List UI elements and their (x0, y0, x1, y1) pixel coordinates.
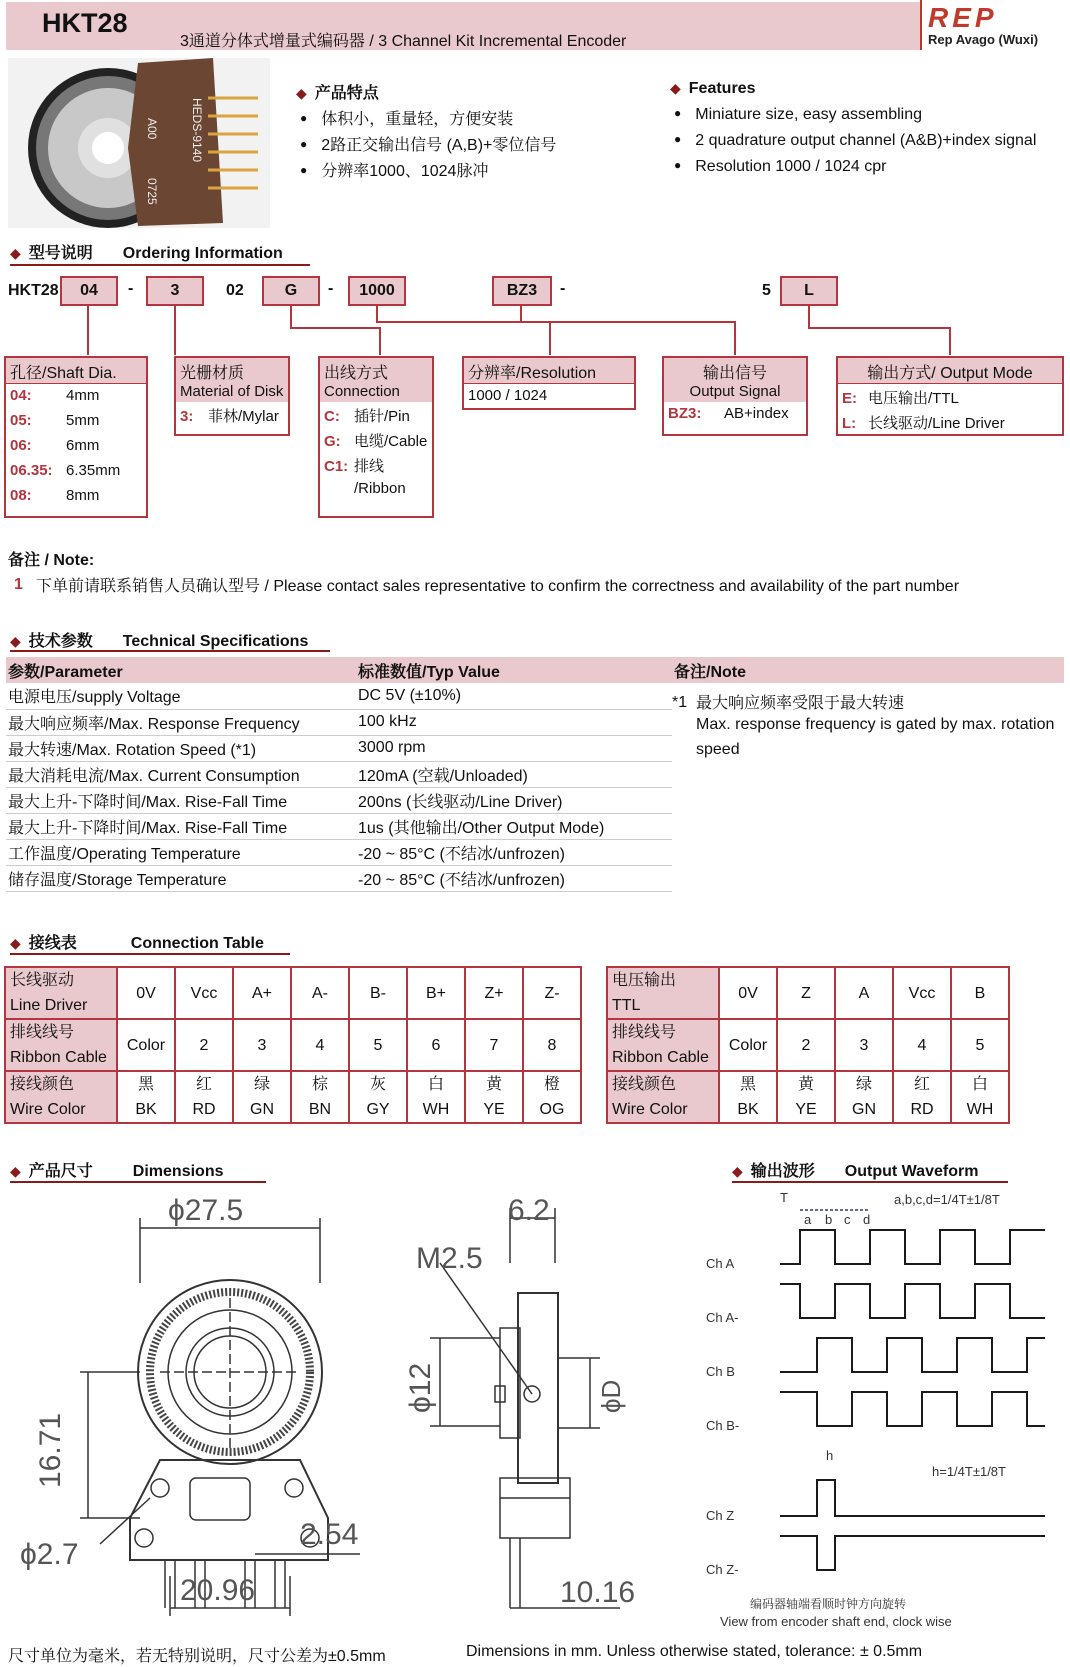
code-dash: - (328, 280, 334, 297)
conn-cell: 黑 BK (117, 1071, 175, 1123)
conn-cell: 5 (951, 1019, 1009, 1071)
spec-note-en-1: Max. response frequency is gated by max. rotation (696, 716, 1055, 733)
conn-cell: A (835, 967, 893, 1019)
dim-label-2: 16.71 (34, 1412, 67, 1488)
output-mode-title: 输出方式/ Output Mode (838, 358, 1062, 384)
spec-value: 200ns (长线驱动/Line Driver) (356, 787, 672, 813)
wave-period: T (780, 1190, 788, 1205)
conn-cell: A+ (233, 967, 291, 1019)
wave-ch-b: Ch B (706, 1364, 735, 1379)
section-divider (10, 264, 310, 266)
spec-param: 最大转速/Max. Rotation Speed (*1) (6, 735, 356, 761)
wave-h: h (826, 1448, 834, 1463)
output-mode-row: L: 长线驱动/Line Driver (842, 415, 1005, 432)
specs-header-value: 标准数值/Typ Value (356, 657, 672, 683)
conn-cell: 0V (719, 967, 777, 1019)
connection-table-title: ◆ 接线表 Connection Table (10, 935, 264, 952)
code-connection: G (262, 276, 320, 306)
conn-cell: 0V (117, 967, 175, 1019)
dim-label-8: ϕ12 (404, 1362, 437, 1413)
conn-cell: 棕 BN (291, 1071, 349, 1123)
conn-cell: Color (719, 1019, 777, 1071)
diamond-icon: ◆ (10, 935, 21, 951)
diamond-icon: ◆ (296, 85, 307, 101)
feature-en-1: ● Miniature size, easy assembling (674, 106, 922, 124)
signal-box (662, 356, 808, 436)
footer-cn: 尺寸单位为毫米，若无特别说明，尺寸公差为±0.5mm (8, 1648, 386, 1665)
product-photo (8, 58, 270, 228)
shaft-row: 06: 6mm (10, 437, 100, 454)
spec-value: -20 ~ 85°C (不结冰/unfrozen) (356, 865, 672, 891)
conn-cell: 2 (175, 1019, 233, 1071)
section-divider (10, 1181, 266, 1183)
material-box (174, 356, 290, 436)
shaft-row: 06.35: 6.35mm (10, 462, 121, 479)
conn-label: 排线线号 Ribbon Cable (5, 1019, 117, 1071)
connection-box (318, 356, 434, 518)
conn-cell: 橙 OG (523, 1071, 581, 1123)
conn-label: 电压输出 TTL (607, 967, 719, 1019)
feature-en-3: ● Resolution 1000 / 1024 cpr (674, 158, 887, 176)
conn-cell: 3 (233, 1019, 291, 1071)
diamond-icon: ◆ (10, 245, 21, 261)
conn-cell: 黑 BK (719, 1071, 777, 1123)
spec-param: 最大上升-下降时间/Max. Rise-Fall Time (6, 787, 356, 813)
conn-cell: Vcc (175, 967, 233, 1019)
code-dash: - (128, 280, 134, 297)
conn-cell: 绿 GN (835, 1071, 893, 1123)
conn-label: 接线颜色 Wire Color (607, 1071, 719, 1123)
diamond-icon: ◆ (10, 1163, 21, 1179)
front-view-drawing (10, 1188, 370, 1618)
connection-row: C1: 排线 (324, 458, 385, 475)
wave-caption-cn: 编码器轴端看顺时钟方向旋转 (750, 1597, 907, 1611)
conn-cell: 黄 YE (777, 1071, 835, 1123)
conn-cell: 6 (407, 1019, 465, 1071)
spec-note-mark: *1 (672, 694, 688, 711)
connection-row: C: 插针/Pin (324, 408, 410, 425)
wave-formula-2: h=1/4T±1/8T (932, 1464, 1006, 1479)
conn-cell: Z- (523, 967, 581, 1019)
connector-lines (0, 300, 1070, 360)
diamond-icon: ◆ (670, 80, 681, 96)
specs-title: ◆ 技术参数 Technical Specifications (10, 633, 309, 650)
spec-note-cn: 最大响应频率受限于最大转速 (696, 695, 905, 712)
order-prefix: HKT28 (8, 282, 59, 299)
section-divider (10, 650, 330, 652)
wave-seg-d: d (863, 1212, 871, 1227)
connection-extra: /Ribbon (354, 480, 406, 497)
conn-label: 接线颜色 Wire Color (5, 1071, 117, 1123)
dim-label-7: M2.5 (416, 1242, 483, 1275)
waveform-title: ◆ 输出波形 Output Waveform (732, 1163, 979, 1180)
section-divider (10, 953, 290, 955)
brand-logo: REP (928, 2, 998, 33)
spec-note-en-2: speed (696, 741, 740, 758)
material-row: 3: 菲林/Mylar (180, 408, 279, 425)
photo-label-2: HEDS-9140 (190, 98, 204, 163)
conn-cell: 4 (291, 1019, 349, 1071)
specs-table (6, 657, 1064, 892)
features-cn-title: ◆ 产品特点 (296, 85, 379, 102)
wave-ch-b-neg: Ch B- (706, 1418, 740, 1433)
conn-cell: 5 (349, 1019, 407, 1071)
shaft-row: 08: 8mm (10, 487, 100, 504)
spec-value: DC 5V (±10%) (356, 683, 672, 709)
conn-cell: 灰 GY (349, 1071, 407, 1123)
conn-cell: B- (349, 967, 407, 1019)
code-dash: - (560, 280, 566, 297)
wave-seg-b: b (825, 1212, 833, 1227)
conn-cell: Z+ (465, 967, 523, 1019)
feature-en-2: ● 2 quadrature output channel (A&B)+index signal (674, 132, 1036, 150)
wave-formula-1: a,b,c,d=1/4T±1/8T (894, 1192, 1000, 1207)
conn-cell: 绿 GN (233, 1071, 291, 1123)
conn-cell: Z (777, 967, 835, 1019)
conn-cell: 黄 YE (465, 1071, 523, 1123)
photo-label-1: A00 (145, 118, 159, 140)
spec-value: -20 ~ 85°C (不结冰/unfrozen) (356, 839, 672, 865)
conn-cell: 2 (777, 1019, 835, 1071)
resolution-box (462, 356, 636, 410)
wave-ch-a: Ch A (706, 1256, 735, 1271)
code-fixed-2: 5 (762, 282, 771, 299)
conn-label: 排线线号 Ribbon Cable (607, 1019, 719, 1071)
conn-cell: 7 (465, 1019, 523, 1071)
wave-ch-z: Ch Z (706, 1508, 735, 1523)
conn-cell: Vcc (893, 967, 951, 1019)
wave-ch-z-neg: Ch Z- (706, 1562, 739, 1577)
spec-param: 最大上升-下降时间/Max. Rise-Fall Time (6, 813, 356, 839)
code-signal: BZ3 (492, 276, 552, 306)
spec-param: 最大响应频率/Max. Response Frequency (6, 709, 356, 735)
conn-cell: 8 (523, 1019, 581, 1071)
spec-value: 1us (其他输出/Other Output Mode) (356, 813, 672, 839)
footer-en: Dimensions in mm. Unless otherwise stated, tolerance: ± 0.5mm (466, 1643, 923, 1660)
dim-label-1: ϕ27.5 (168, 1194, 244, 1227)
connection-table-left (4, 966, 582, 1124)
output-mode-row: E: 电压输出/TTL (842, 390, 959, 407)
shaft-box (4, 356, 148, 518)
signal-title: 输出信号 Output Signal (664, 358, 806, 402)
spec-param: 电源电压/supply Voltage (6, 683, 356, 709)
spec-param: 最大消耗电流/Max. Current Consumption (6, 761, 356, 787)
specs-header-param: 参数/Parameter (6, 657, 356, 683)
conn-cell: 白 WH (407, 1071, 465, 1123)
specs-header-note: 备注/Note (672, 657, 1064, 683)
note-title: 备注 / Note: (8, 552, 95, 569)
shaft-row: 04: 4mm (10, 387, 100, 404)
note-text: 下单前请联系销售人员确认型号 / Please contact sales representative to confirm the correctness and availability of the part number (36, 578, 960, 595)
ordering-title: ◆ 型号说明 Ordering Information (10, 245, 283, 262)
code-fixed: 02 (226, 282, 244, 299)
spec-param: 工作温度/Operating Temperature (6, 839, 356, 865)
conn-cell: 红 RD (175, 1071, 233, 1123)
features-en-title: ◆ Features (670, 80, 756, 97)
spec-value: 120mA (空载/Unloaded) (356, 761, 672, 787)
dim-label-10: 10.16 (560, 1576, 636, 1609)
spec-value: 3000 rpm (356, 735, 672, 761)
conn-label: 长线驱动 Line Driver (5, 967, 117, 1019)
side-view-drawing (400, 1188, 660, 1618)
signal-row: BZ3: AB+index (668, 405, 789, 422)
output-mode-box (836, 356, 1064, 436)
conn-cell: B (951, 967, 1009, 1019)
product-subtitle: 3通道分体式增量式编码器 / 3 Channel Kit Incremental Encoder (180, 33, 627, 50)
wave-seg-a: a (804, 1212, 812, 1227)
shaft-title: 孔径/Shaft Dia. (6, 358, 146, 384)
shaft-row: 05: 5mm (10, 412, 100, 429)
dim-label-6: 6.2 (508, 1194, 550, 1227)
conn-cell: 白 WH (951, 1071, 1009, 1123)
wave-seg-c: c (844, 1212, 851, 1227)
resolution-value: 1000 / 1024 (468, 387, 548, 404)
photo-label-3: 0725 (145, 178, 159, 205)
resolution-title: 分辨率/Resolution (464, 358, 634, 384)
dim-label-5: 2.54 (300, 1518, 359, 1551)
connection-title: 出线方式 Connection (320, 358, 432, 402)
wave-caption-en: View from encoder shaft end, clock wise (720, 1614, 952, 1629)
spec-param: 储存温度/Storage Temperature (6, 865, 356, 891)
code-material: 3 (146, 276, 204, 306)
code-output-mode: L (780, 276, 838, 306)
section-divider (732, 1181, 1008, 1183)
waveform-drawing (700, 1190, 1066, 1630)
diamond-icon: ◆ (10, 633, 21, 649)
dim-label-4: 20.96 (180, 1574, 256, 1607)
connection-table-right (606, 966, 1010, 1124)
conn-cell: B+ (407, 967, 465, 1019)
material-title: 光栅材质 Material of Disk (176, 358, 288, 402)
wave-ch-a-neg: Ch A- (706, 1310, 739, 1325)
code-resolution: 1000 (348, 276, 406, 306)
conn-cell: 3 (835, 1019, 893, 1071)
conn-cell: A- (291, 967, 349, 1019)
brand-sub: Rep Avago (Wuxi) (928, 32, 1039, 47)
note-number: 1 (14, 576, 23, 593)
conn-cell: Color (117, 1019, 175, 1071)
conn-cell: 红 RD (893, 1071, 951, 1123)
connection-row: G: 电缆/Cable (324, 433, 428, 450)
feature-cn-2: ● 2路正交输出信号 (A,B)+零位信号 (300, 132, 556, 155)
model-title: HKT28 (42, 8, 128, 38)
dim-label-3: ϕ2.7 (20, 1538, 79, 1571)
feature-cn-3: ● 分辨率1000、1024脉冲 (300, 158, 488, 181)
dimensions-title: ◆ 产品尺寸 Dimensions (10, 1163, 224, 1180)
spec-value: 100 kHz (356, 709, 672, 735)
conn-cell: 4 (893, 1019, 951, 1071)
feature-cn-1: ● 体积小，重量轻，方便安装 (300, 106, 513, 129)
diamond-icon: ◆ (732, 1163, 743, 1179)
code-shaft: 04 (60, 276, 118, 306)
dim-label-9: ϕD (596, 1379, 626, 1413)
